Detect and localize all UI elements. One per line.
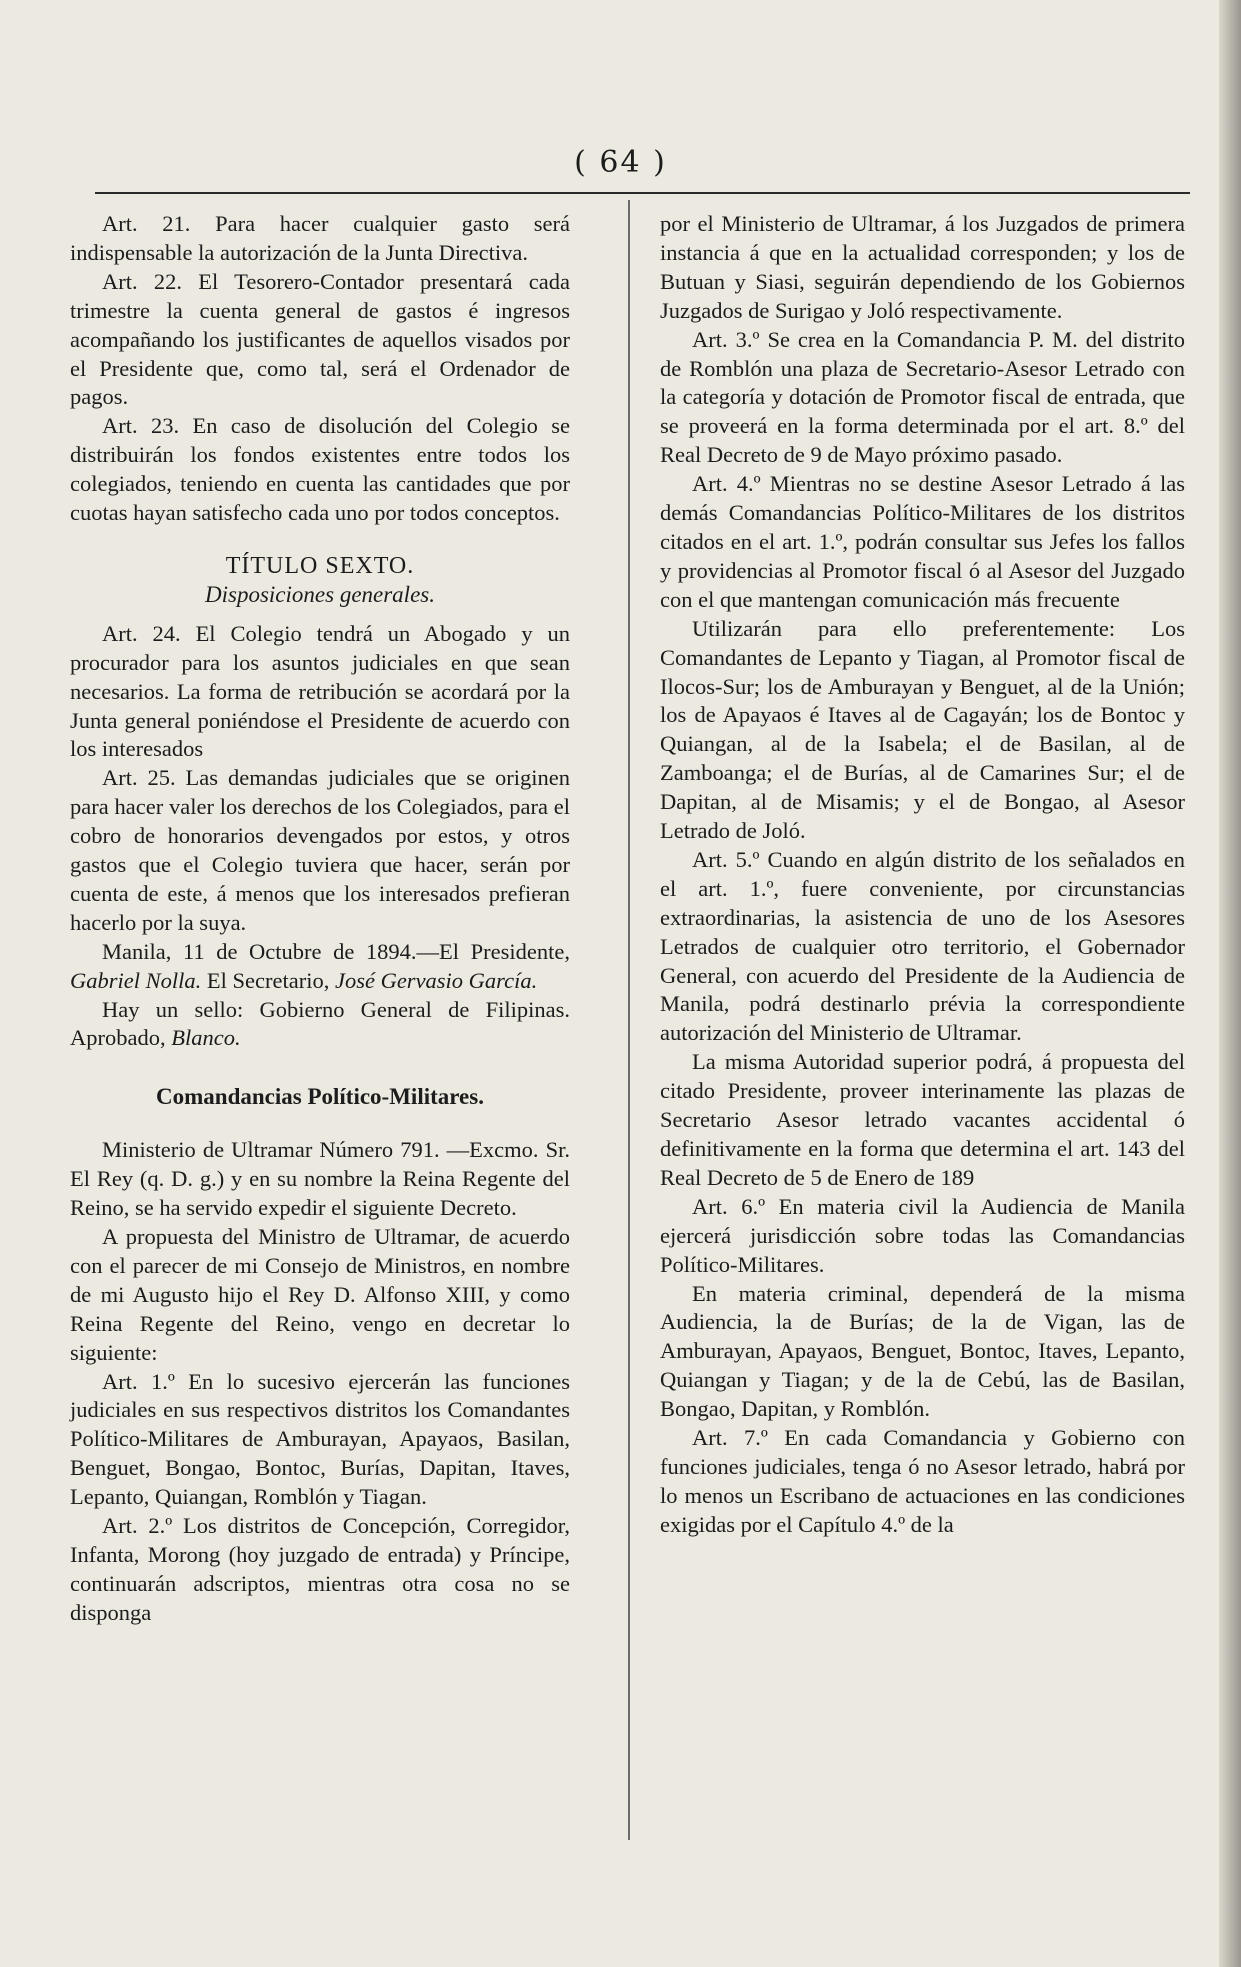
page-edge-shadow: [1219, 0, 1241, 1967]
signature-paragraph: [70, 938, 570, 996]
secretary-label: El Secretario,: [206, 967, 330, 993]
article-25: Art. 25. Las demandas judiciales que se originen para hacer valer los derechos de los Colegiados, para el cobro de honorarios devengados por estos, y otros gastos que el Colegio tuviera que hacer, serán por cuenta de este, á menos que los interesados prefieran hacerlo por la suya.: [70, 765, 570, 935]
decree-article-6: Art. 6.º En materia civil la Audiencia de Manila ejercerá jurisdicción sobre todas las Comandancias Político-Militares.: [660, 1193, 1185, 1277]
decree-article-5-detail: La misma Autoridad superior podrá, á propuesta del citado Presidente, proveer interinamente las plazas de Secretario Asesor letrado vacantes accidental ó definitivamente en la forma que determina el art. 143 del Real Decreto de 5 de Enero de 189: [660, 1049, 1185, 1190]
decree-article-3: Art. 3.º Se crea en la Comandancia P. M. del distrito de Romblón una plaza de Secretario-Asesor Letrado con la categoría y dotación de Promotor fiscal de entrada, que se proveerá en la forma determinada por el art. 8.º del Real Decreto de 9 de Mayo próximo pasado.: [660, 326, 1185, 468]
column-divider: [628, 200, 630, 1840]
right-column: [660, 210, 1185, 1540]
subtitle-disposiciones: Disposiciones generales.: [205, 581, 435, 607]
decree-article-2: Art. 2.º Los distritos de Concepción, Corregidor, Infanta, Morong (hoy juzgado de entrada) y Príncipe, continuarán adscriptos, mientras otra cosa no se disponga: [70, 1513, 570, 1625]
header-rule: [95, 192, 1190, 194]
article-2-continued: por el Ministerio de Ultramar, á los Juzgados de primera instancia á que en la actualidad corresponden; y los de Butuan y Siasi, seguirán dependiendo de los Gobiernos Juzgados de Surigao y Joló respectivamente.: [660, 211, 1185, 323]
article-23: Art. 23. En caso de disolución del Colegio se distribuirán los fondos existentes entre todos los colegiados, teniendo en cuenta las cantidades que por cuotas hayan satisfecho cada uno por todos conceptos.: [70, 413, 570, 526]
title-sexto: TÍTULO SEXTO.: [225, 552, 415, 579]
president-name: Gabriel Nolla.: [70, 967, 202, 993]
decree-article-4: Art. 4.º Mientras no se destine Asesor Letrado á las demás Comandancias Político-Militares de los distritos citados en el art. 1.º, podrán consultar sus Jefes los fallos y providencias al Promotor fiscal ó al Asesor del Juzgado con el que mantengan comunicación más frecuente: [660, 471, 1185, 612]
decree-preamble: A propuesta del Ministro de Ultramar, de acuerdo con el parecer de mi Consejo de Ministros, en nombre de mi Augusto hijo el Rey D. Alfonso XIII, y como Reina Regente del Reino, vengo en decretar lo siguiente:: [70, 1224, 570, 1365]
article-22: Art. 22. El Tesorero-Contador presentará cada trimestre la cuenta general de gastos é ingresos acompañando los justificantes de aquellos visados por el Presidente que, como tal, será el Ordenador de pagos.: [70, 268, 570, 410]
seal-paragraph: [70, 996, 570, 1054]
seal-text: Hay un sello: Gobierno General de Filipinas. Aprobado,: [70, 996, 570, 1051]
decree-article-7: Art. 7.º En cada Comandancia y Gobierno con funciones judiciales, tenga ó no Asesor letrado, habrá por lo menos un Escribano de actuaciones en las condiciones exigidas por el Capítulo 4.º de la: [660, 1425, 1185, 1537]
signature-place-date: Manila, 11 de Octubre de 1894.—El Presidente,: [102, 938, 570, 964]
decree-article-5: Art. 5.º Cuando en algún distrito de los señalados en el art. 1.º, fuere conveniente, por circunstancias extraordinarias, la asistencia de uno de los Asesores Letrados de cualquier otro territorio, el Gobernador General, con acuerdo del Presidente de la Audiencia de Manila, podrá destinarlo prévia la correspondiente autorización del Ministerio de Ultramar.: [660, 846, 1185, 1046]
approver-name: Blanco.: [171, 1025, 241, 1051]
left-column: [70, 210, 570, 1628]
decree-article-1: Art. 1.º En lo sucesivo ejercerán las funciones judiciales en sus respectivos distritos los Comandantes Político-Militares de Amburayan, Apayaos, Basilan, Benguet, Bongao, Bontoc, Burías, Dapitan, Itaves, Lepanto, Quiangan, Romblón y Tiagan.: [70, 1368, 570, 1510]
article-24: Art. 24. El Colegio tendrá un Abogado y un procurador para los asuntos judiciales en que sean necesarios. La forma de retribución se acordará por la Junta general poniéndose el Presidente de acuerdo con los interesados: [70, 620, 570, 762]
decree-article-6-detail: En materia criminal, dependerá de la misma Audiencia, la de Burías; de la de Vigan, las de Amburayan, Apayaos, Benguet, Bontoc, Itaves, Lepanto, Quiangan y Tiagan; y de la de Cebú, las de Basilan, Bongao, Dapitan, y Romblón.: [660, 1280, 1185, 1422]
decree-intro: Ministerio de Ultramar Número 791. —Excmo. Sr. El Rey (q. D. g.) y en su nombre la Reina Regente del Reino, se ha servido expedir el siguiente Decreto.: [70, 1137, 570, 1221]
article-21: Art. 21. Para hacer cualquier gasto será indispensable la autorización de la Junta Directiva.: [70, 211, 570, 265]
section-heading: Comandancias Político-Militares.: [156, 1084, 484, 1110]
decree-article-4-detail: Utilizarán para ello preferentemente: Los Comandantes de Lepanto y Tiagan, al Promotor fiscal de Ilocos-Sur; los de Amburayan y Benguet, al de la Unión; los de Apayaos é Itaves al de Cagayán; los de Bontoc y Quiangan, al de la Isabela; el de Basilan, al de Zamboanga; el de Burías, al de Camarines Sur; el de Dapitan, al de Misamis; y el de Bongao, al Asesor Letrado de Joló.: [660, 615, 1185, 844]
secretary-name: José Gervasio García.: [334, 967, 538, 993]
page-number: ( 64 ): [574, 145, 667, 180]
